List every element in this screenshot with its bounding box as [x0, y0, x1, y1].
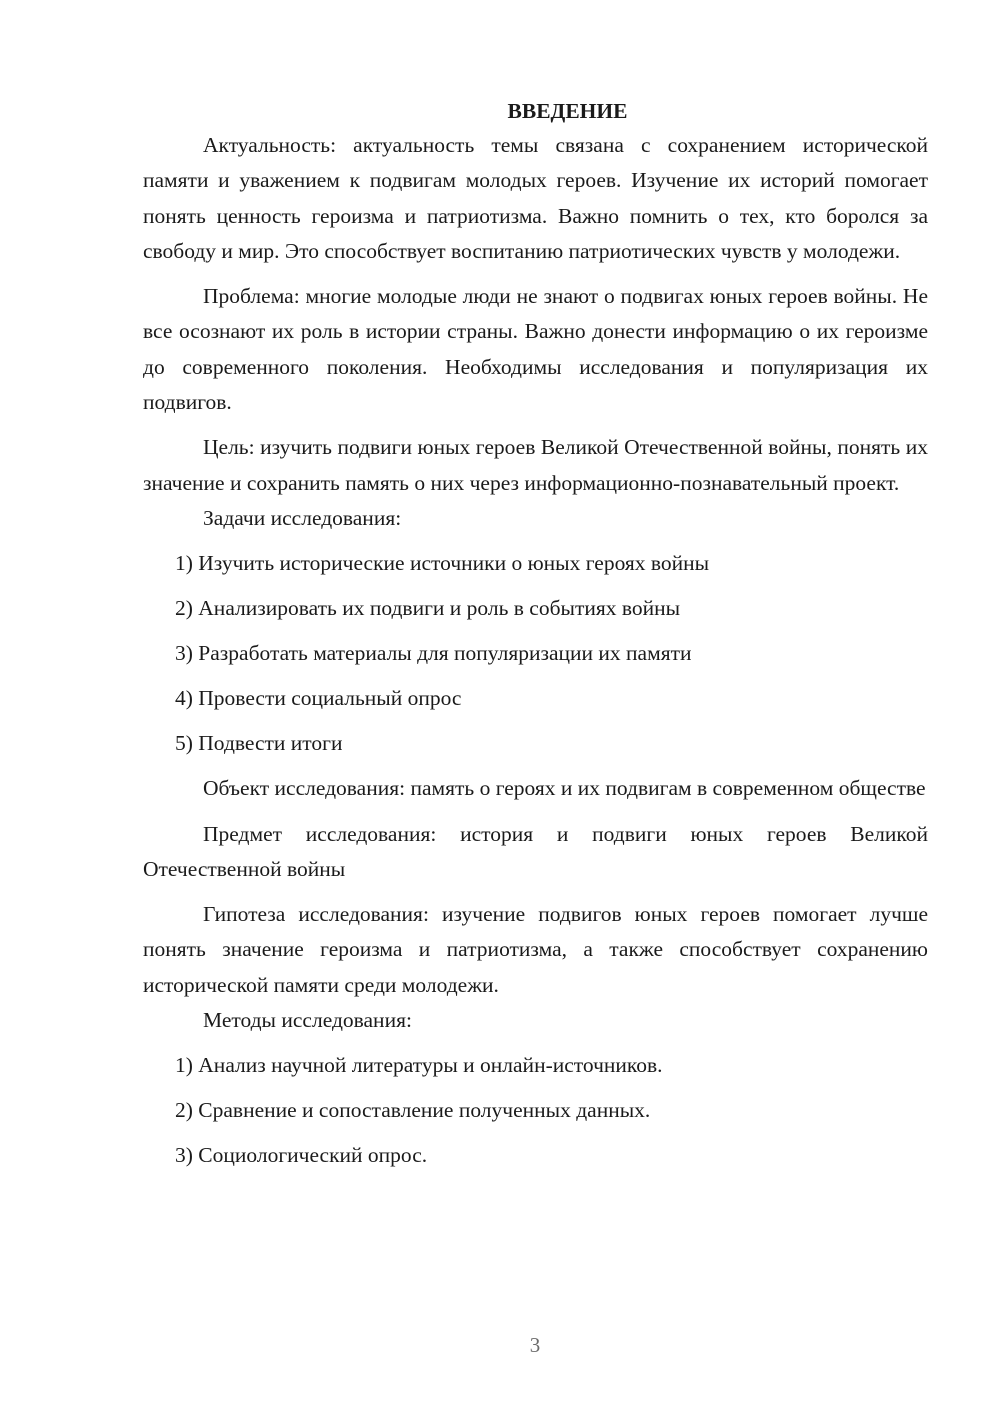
list-item: 3) Разработать материалы для популяризации их памяти: [175, 641, 692, 666]
methods-list: [143, 1048, 928, 1173]
list-item: 1) Изучить исторические источники о юных героях войны: [175, 551, 710, 576]
list-item: 3) Социологический опрос.: [175, 1143, 428, 1168]
list-item: 5) Подвести итоги: [175, 731, 343, 756]
section-heading: ВВЕДЕНИЕ: [507, 99, 628, 123]
tasks-title: Задачи исследования:: [203, 505, 402, 530]
goal-paragraph: Цель: изучить подвиги юных героев Великой Отечественной войны, понять их значение и сохранить память о них через информационно-познавательный проект.: [143, 435, 928, 495]
subject-paragraph: Предмет исследования: история и подвиги юных героев Великой Отечественной войны: [143, 821, 928, 881]
object-paragraph: Объект исследования: память о героях и их подвигам в современном обществе: [203, 776, 926, 801]
methods-title: Методы исследования:: [203, 1008, 412, 1033]
list-item: 2) Сравнение и сопоставление полученных данных.: [175, 1098, 651, 1123]
list-item: 2) Анализировать их подвиги и роль в событиях войны: [175, 596, 681, 621]
relevance-paragraph: Актуальность: актуальность темы связана с сохранением исторической памяти и уважением к подвигам молодых героев. Изучение их историй помогает понять ценность героизма и патриотизма. Важно помнить о тех, кто боролся за свободу и мир. Это способствует воспитанию патриотических чувств у молодежи.: [143, 133, 928, 263]
document-page: [143, 96, 928, 1173]
problem-paragraph: Проблема: многие молодые люди не знают о подвигах юных героев войны. Не все осознают их роль в истории страны. Важно донести информацию о их героизме до современного поколения. Необходимы исследования и популяризация их подвигов.: [143, 284, 928, 415]
tasks-list: [143, 546, 928, 761]
list-item: 1) Анализ научной литературы и онлайн-источников.: [175, 1053, 663, 1078]
hypothesis-paragraph: Гипотеза исследования: изучение подвигов юных героев помогает лучше понять значение героизма и патриотизма, а также способствует сохранению исторической памяти среди молодежи.: [143, 902, 928, 997]
page-number: 3: [529, 1333, 541, 1357]
list-item: 4) Провести социальный опрос: [175, 686, 462, 711]
